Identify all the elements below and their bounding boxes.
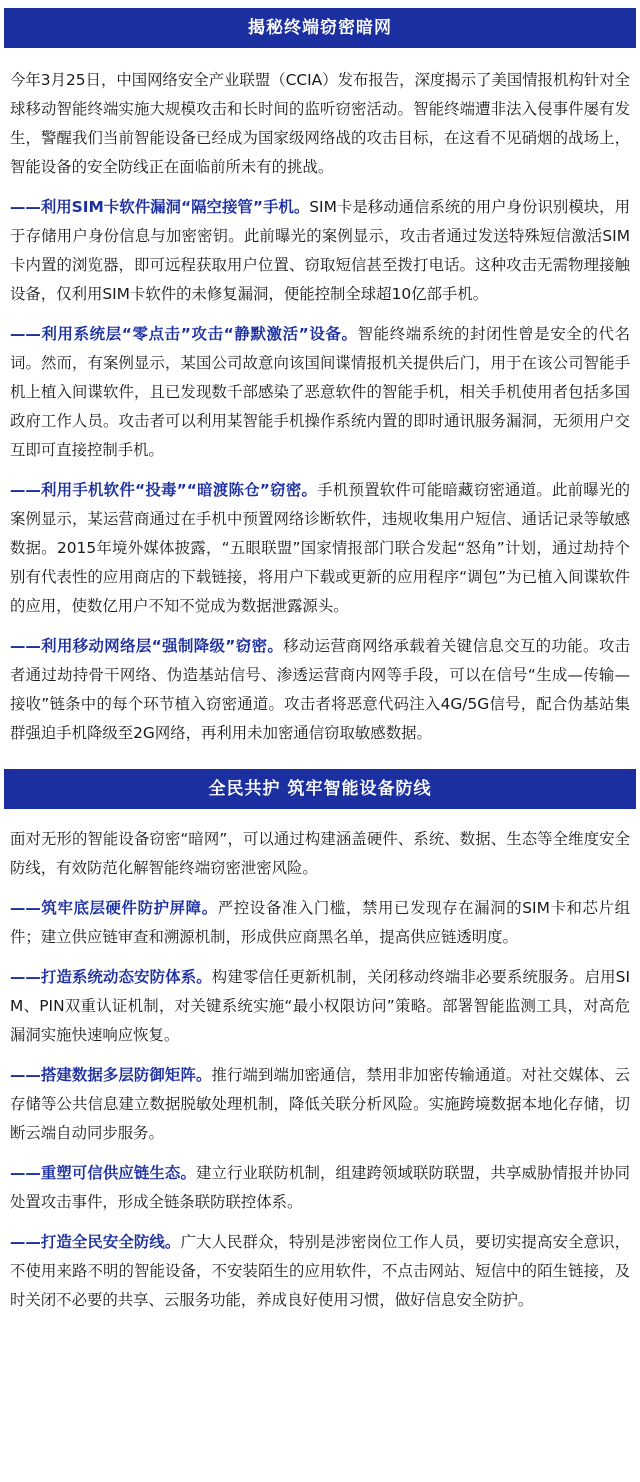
item-text: 手机预置软件可能暗藏窃密通道。此前曝光的案例显示，某运营商通过在手机中预置网络诊断软件，违规收集用户短信、通话记录等敏感数据。2015年境外媒体披露，“五眼联盟”国家情报部门联合发起“怒角”计划，通过劫持个别有代表性的应用商店的下载链接，将用户下载或更新的应用程序“调包”为已植入间谍软件的应用，使数亿用户不知不觉成为数据泄露源头。: [10, 481, 630, 615]
item-heading: ——利用SIM卡软件漏洞“隔空接管”手机。: [10, 198, 310, 216]
list-item: [10, 193, 630, 309]
item-text: 严控设备准入门槛，禁用已发现存在漏洞的SIM卡和芯片组件；建立供应链审查和溯源机制，形成供应商黑名单，提高供应链透明度。: [10, 899, 630, 946]
item-heading: ——打造全民安全防线。: [10, 1233, 181, 1251]
item-heading: ——重塑可信供应链生态。: [10, 1164, 196, 1182]
intro-paragraph: 面对无形的智能设备窃密“暗网”，可以通过构建涵盖硬件、系统、数据、生态等全维度安全防线，有效防范化解智能终端窃密泄密风险。: [10, 830, 630, 877]
item-heading: ——打造系统动态安防体系。: [10, 968, 212, 986]
item-heading: ——利用移动网络层“强制降级”窃密。: [10, 637, 284, 655]
section-title-expose: 揭秘终端窃密暗网: [4, 8, 636, 48]
item-heading: ——利用手机软件“投毒”“暗渡陈仓”窃密。: [10, 481, 318, 499]
item-text: 构建零信任更新机制，关闭移动终端非必要系统服务。启用SIM、PIN双重认证机制，对关键系统实施“最小权限访问”策略。部署智能监测工具，对高危漏洞实施快速响应恢复。: [10, 968, 630, 1044]
list-item: [10, 963, 630, 1050]
item-text: 建立行业联防机制，组建跨领域联防联盟，共享威胁情报并协同处置攻击事件，形成全链条联防联控体系。: [10, 1164, 630, 1211]
item-text: 移动运营商网络承载着关键信息交互的功能。攻击者通过劫持骨干网络、伪造基站信号、渗透运营商内网等手段，可以在信号“生成—传输—接收”链条中的每个环节植入窃密通道。攻击者将恶意代码注入4G/5G信号，配合伪基站集群强迫手机降级至2G网络，再利用未加密通信窃取敏感数据。: [10, 637, 630, 742]
item-text: 智能终端系统的封闭性曾是安全的代名词。然而，有案例显示，某国公司故意向该国间谍情报机关提供后门，用于在该公司智能手机上植入间谍软件，且已发现数千部感染了恶意软件的智能手机，相关手机使用者包括多国政府工作人员。攻击者可以利用某智能手机操作系统内置的即时通讯服务漏洞，无须用户交互即可直接控制手机。: [10, 325, 630, 459]
item-text: 广大人民群众，特别是涉密岗位工作人员，要切实提高安全意识，不使用来路不明的智能设备，不安装陌生的应用软件，不点击网站、短信中的陌生链接，及时关闭不必要的共享、云服务功能，养成良好使用习惯，做好信息安全防护。: [10, 1233, 630, 1309]
list-item: [10, 320, 630, 465]
list-item: [10, 1228, 630, 1315]
list-item: [10, 1061, 630, 1148]
intro-paragraph: 今年3月25日，中国网络安全产业联盟（CCIA）发布报告，深度揭示了美国情报机构针对全球移动智能终端实施大规模攻击和长时间的监听窃密活动。智能终端遭非法入侵事件屡有发生，警醒我们当前智能设备已经成为国家级网络战的攻击目标，在这看不见硝烟的战场上，智能设备的安全防线正在面临前所未有的挑战。: [10, 71, 630, 176]
section-body-defense: [0, 825, 640, 1315]
item-text: 推行端到端加密通信，禁用非加密传输通道。对社交媒体、云存储等公共信息建立数据脱敏处理机制，降低关联分析风险。实施跨境数据本地化存储，切断云端自动同步服务。: [10, 1066, 630, 1142]
item-text: SIM卡是移动通信系统的用户身份识别模块，用于存储用户身份信息与加密密钥。此前曝光的案例显示，攻击者通过发送特殊短信激活SIM卡内置的浏览器，即可远程获取用户位置、窃取短信甚至拨打电话。这种攻击无需物理接触设备，仅利用SIM卡软件的未修复漏洞，便能控制全球超10亿部手机。: [10, 198, 630, 303]
section-body-expose: [0, 66, 640, 748]
section-spacer: [0, 748, 640, 761]
item-heading: ——筑牢底层硬件防护屏障。: [10, 899, 218, 917]
item-heading: ——搭建数据多层防御矩阵。: [10, 1066, 212, 1084]
list-item: [10, 894, 630, 952]
item-heading: ——利用系统层“零点击”攻击“静默激活”设备。: [10, 325, 358, 343]
list-item: [10, 476, 630, 621]
section-title-defense: 全民共护 筑牢智能设备防线: [4, 769, 636, 809]
list-item: [10, 632, 630, 748]
list-item: [10, 1159, 630, 1217]
